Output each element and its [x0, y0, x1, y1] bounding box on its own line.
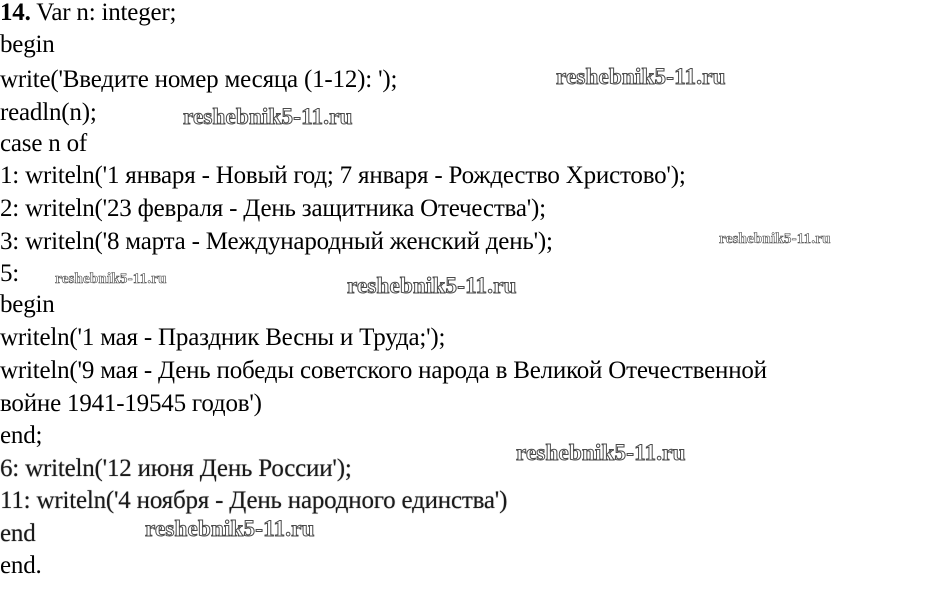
problem-number: 14.: [0, 0, 31, 26]
code-line-4: readln(n);: [0, 99, 97, 126]
watermark: reshebnik5-11.ru: [556, 64, 726, 89]
code-line-13: войне 1941-19545 годов'): [0, 390, 262, 417]
code-line-17: end: [0, 520, 36, 547]
code-line-7: 2: writeln('23 февраля - День защитника Отечества');: [0, 195, 546, 222]
code-line-12: writeln('9 мая - День победы советского народа в Великой Отечественной: [0, 357, 767, 384]
code-line-6: 1: writeln('1 января - Новый год; 7 января - Рождество Христово');: [0, 162, 686, 189]
code-line-15: 6: writeln('12 июня День России');: [0, 455, 352, 482]
watermark: reshebnik5-11.ru: [145, 516, 315, 541]
code-line-5: case n of: [0, 130, 88, 157]
watermark: reshebnik5-11.ru: [347, 273, 517, 298]
code-line-18: end.: [0, 552, 42, 579]
code-line-10: begin: [0, 291, 55, 318]
code-line-9: 5:: [0, 260, 20, 287]
code-line-1: [0, 0, 176, 28]
code-line-14: end;: [0, 422, 43, 449]
watermark: reshebnik5-11.ru: [719, 231, 831, 247]
code-line-8: 3: writeln('8 марта - Международный женский день');: [0, 228, 553, 255]
code-line-2: begin: [0, 31, 55, 58]
watermark: reshebnik5-11.ru: [55, 271, 167, 287]
code-text: Var n: integer;: [30, 0, 177, 26]
code-line-11: writeln('1 мая - Праздник Весны и Труда;');: [0, 324, 446, 351]
watermark: reshebnik5-11.ru: [183, 104, 353, 129]
code-line-3: write('Введите номер месяца (1-12): ');: [0, 66, 398, 93]
watermark: reshebnik5-11.ru: [516, 440, 686, 465]
code-line-16: 11: writeln('4 ноября - День народного единства'): [0, 487, 508, 514]
